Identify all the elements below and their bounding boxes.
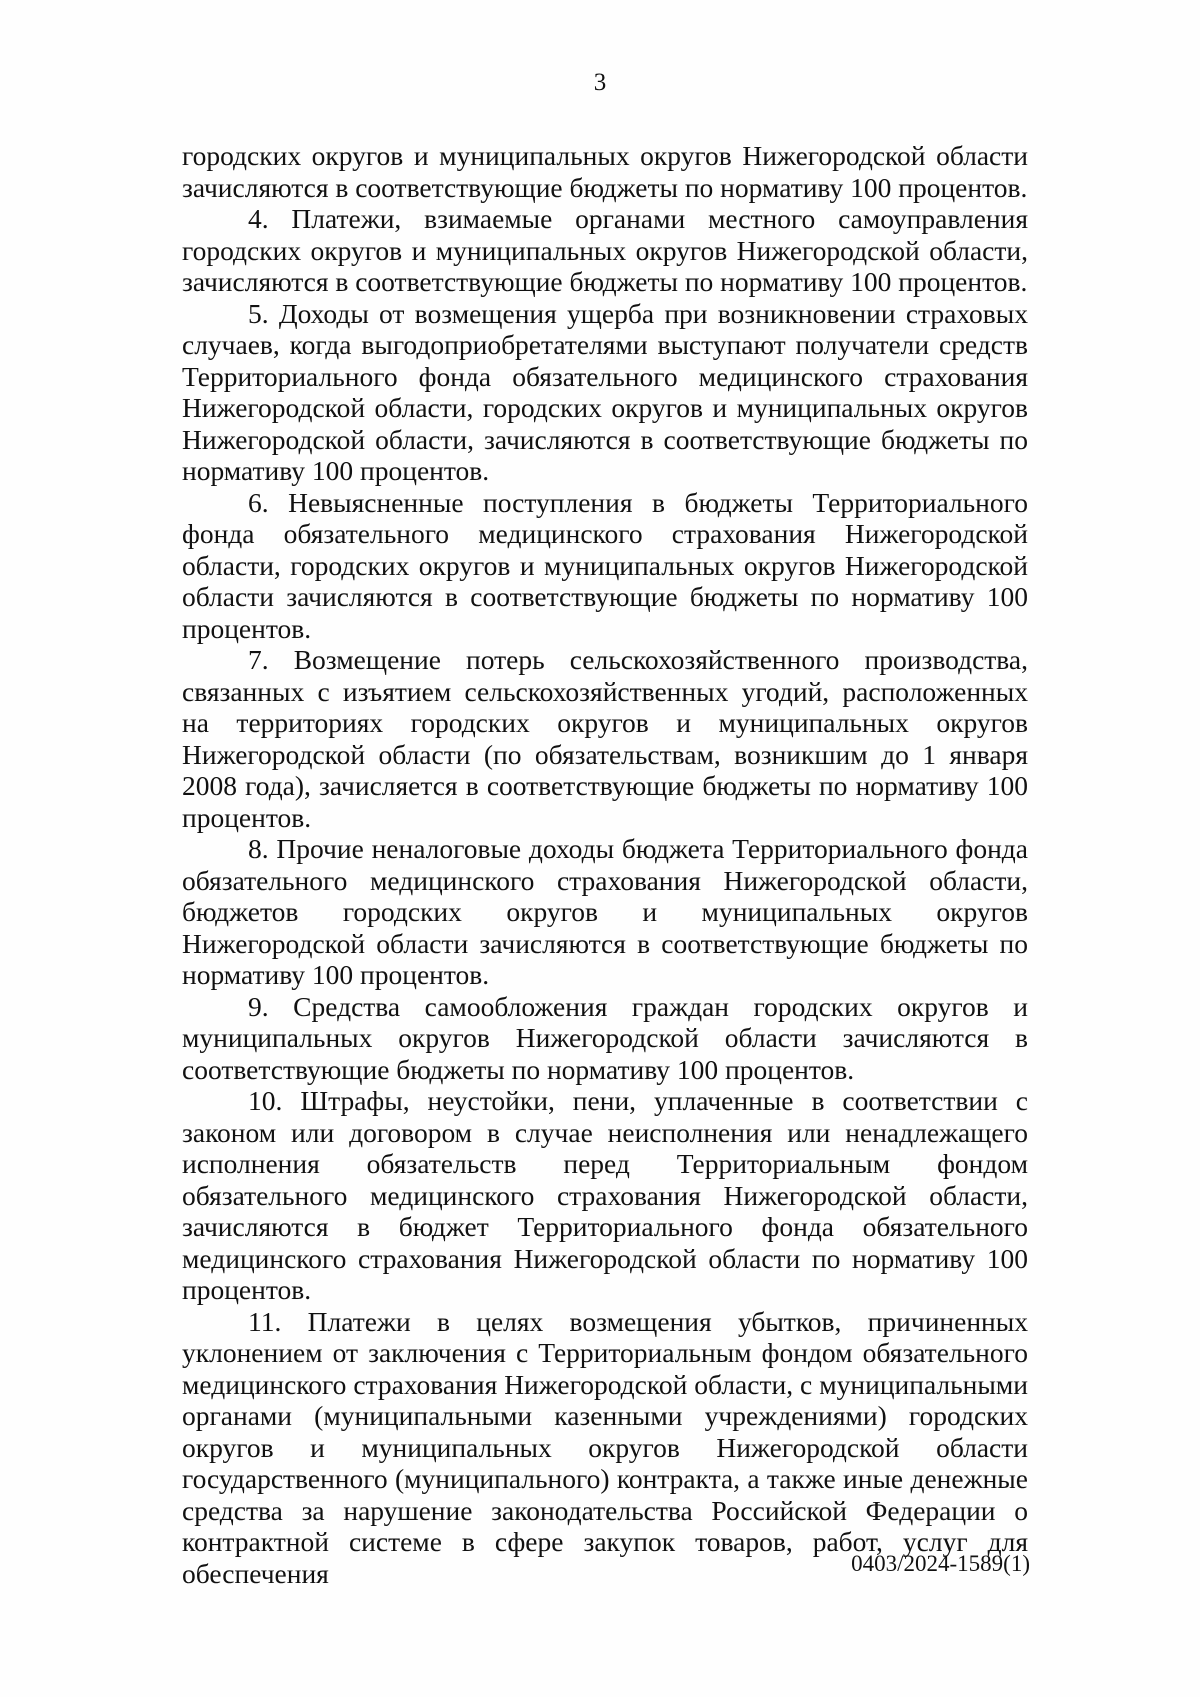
paragraph-continuation: городских округов и муниципальных округов Нижегородской области зачисляются в соответствующие бюджеты по нормативу 100 процентов.: [182, 140, 1028, 203]
paragraph-item-6: 6. Невыясненные поступления в бюджеты Территориального фонда обязательного медицинского страхования Нижегородской области, городских округов и муниципальных округов Нижегородской области зачисляются в соответствующие бюджеты по нормативу 100 процентов.: [182, 486, 1028, 644]
paragraph-item-9: 9. Средства самообложения граждан городских округов и муниципальных округов Нижегородской области зачисляются в соответствующие бюджеты по нормативу 100 процентов.: [182, 990, 1028, 1085]
paragraph-item-11: 11. Платежи в целях возмещения убытков, причиненных уклонением от заключения с Территориальным фондом обязательного медицинского страхования Нижегородской области, с муниципальными органами (муниципальными казенными учреждениями) городских округов и муниципальных округов Нижегородской области государственного (муниципального) контракта, а также иные денежные средства за нарушение законодательства Российской Федерации о контрактной системе в сфере закупок товаров, работ, услуг для обеспечения: [182, 1305, 1028, 1589]
paragraph-item-8: 8. Прочие неналоговые доходы бюджета Территориального фонда обязательного медицинского страхования Нижегородской области, бюджетов городских округов и муниципальных округов Нижегородской области зачисляются в соответствующие бюджеты по нормативу 100 процентов.: [182, 833, 1028, 990]
paragraph-item-10: 10. Штрафы, неустойки, пени, уплаченные в соответствии с законом или договором в случае неисполнения или ненадлежащего исполнения обязательств перед Территориальным фондом обязательного медицинского страхования Нижегородской области, зачисляются в бюджет Территориального фонда обязательного медицинского страхования Нижегородской области по нормативу 100 процентов.: [182, 1085, 1028, 1305]
paragraph-item-7: 7. Возмещение потерь сельскохозяйственного производства, связанных с изъятием сельскохозяйственных угодий, расположенных на территориях городских округов и муниципальных округов Нижегородской области (по обязательствам, возникшим до 1 января 2008 года), зачисляется в соответствующие бюджеты по нормативу 100 процентов.: [182, 644, 1028, 833]
document-body: [182, 140, 1028, 1589]
document-registration-code: 0403/2024-1589(1): [851, 1551, 1030, 1576]
page-number: 3: [593, 69, 607, 96]
paragraph-item-4: 4. Платежи, взимаемые органами местного самоуправления городских округов и муниципальных округов Нижегородской области, зачисляются в соответствующие бюджеты по нормативу 100 процентов.: [182, 203, 1028, 297]
paragraph-item-5: 5. Доходы от возмещения ущерба при возникновении страховых случаев, когда выгодоприобретателями выступают получатели средств Территориального фонда обязательного медицинского страхования Нижегородской области, городских округов и муниципальных округов Нижегородской области, зачисляются в соответствующие бюджеты по нормативу 100 процентов.: [182, 297, 1028, 486]
